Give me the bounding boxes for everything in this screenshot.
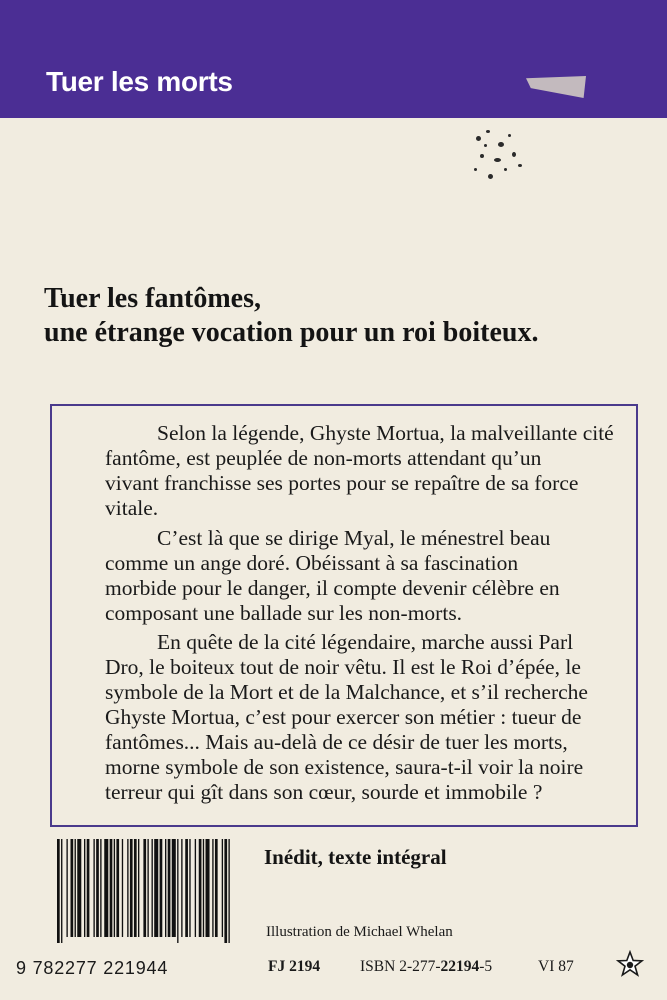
barcode-bar [66,839,67,937]
barcode-bar [160,839,163,937]
barcode-bar [77,839,81,937]
barcode-bar [224,839,227,943]
illustration-credit: Illustration de Michael Whelan [266,924,453,940]
barcode-bar [195,839,196,937]
barcode-bar [181,839,182,937]
barcode-bar [57,839,60,943]
barcode-bar [212,839,213,937]
synopsis-line: morne symbole de son existence, saura-t-il voir la noire [105,755,584,779]
tagline-line-2: une étrange vocation pour un roi boiteux. [44,317,539,348]
barcode-bar [104,839,108,937]
synopsis-paragraph-3 [105,630,635,805]
barcode-bar [114,839,115,937]
synopsis-line: Dro, le boiteux tout de noir vêtu. Il est le Roi d’épée, le [105,655,581,679]
unabridged-notice: Inédit, texte intégral [264,845,447,869]
barcode-bar [93,839,94,937]
ink-stain [468,124,528,190]
barcode-bar [84,839,85,937]
star-logo-icon [616,950,644,978]
synopsis-line: vitale. [105,496,159,520]
barcode-bar [75,839,76,937]
barcode-bar [143,839,146,937]
series-code: FJ 2194 [268,958,321,975]
barcode-bar [152,839,153,937]
barcode-bar [87,839,90,937]
barcode-bar [168,839,171,937]
barcode-bar [222,839,223,937]
synopsis-line: C’est là que se dirige Myal, le ménestrel beau [157,526,551,550]
barcode-bar [165,839,166,937]
synopsis-line: fantôme, est peuplée de non-morts attendant qu’un [105,446,542,470]
synopsis-line: fantômes... Mais au-delà de ce désir de tuer les morts, [105,730,568,754]
barcode-bar [206,839,210,937]
barcode-bar [189,839,190,937]
synopsis-box [50,404,638,827]
synopsis-line: vivant franchisse ses portes pour se repaître de sa force [105,471,579,495]
synopsis-line: morbide pour le danger, il compte devenir célèbre en [105,576,560,600]
barcode-bar [134,839,137,937]
title-band [0,0,667,118]
synopsis-line: terreur qui gît dans son cœur, sourde et immobile ? [105,780,543,804]
barcode-bar [138,839,139,937]
barcode-bar [116,839,119,937]
barcode-bar [215,839,218,937]
barcode-icon [55,839,231,943]
barcode-bar [228,839,229,943]
synopsis-paragraph-2 [105,526,635,626]
synopsis-line: composant une ballade sur les non-morts. [105,601,463,625]
cover-scuff-mark [526,76,586,98]
synopsis-line: Selon la légende, Ghyste Mortua, la malveillante cité [157,421,614,445]
barcode-bar [177,839,178,943]
tagline-line-1: Tuer les fantômes, [44,283,261,314]
barcode-bar [61,839,62,943]
book-title: Tuer les morts [46,66,233,97]
barcode-bar [110,839,113,937]
barcode-bar [96,839,99,937]
barcode-bar [100,839,101,937]
barcode-bar [172,839,176,937]
barcode-bar [130,839,133,937]
barcode-bar [147,839,148,937]
isbn-number: ISBN 2-277-22194-5 [360,958,493,975]
barcode-bar [127,839,128,937]
barcode-bar [199,839,202,937]
tagline [44,282,644,350]
synopsis-line: comme un ange doré. Obéissant à sa fascination [105,551,519,575]
synopsis-line: symbole de la Mort et de la Malchance, et s’il recherche [105,680,588,704]
barcode-bar [203,839,204,937]
print-date: VI 87 [538,958,574,975]
barcode-bar [122,839,123,937]
barcode-bar [185,839,188,937]
barcode-bar [154,839,158,937]
barcode-bar [71,839,74,937]
barcode-digits: 9 782277 221944 [16,958,169,978]
synopsis-paragraph-1 [105,421,635,521]
synopsis-line: En quête de la cité légendaire, marche aussi Parl [157,630,574,654]
synopsis-line: Ghyste Mortua, c’est pour exercer son métier : tueur de [105,705,582,729]
